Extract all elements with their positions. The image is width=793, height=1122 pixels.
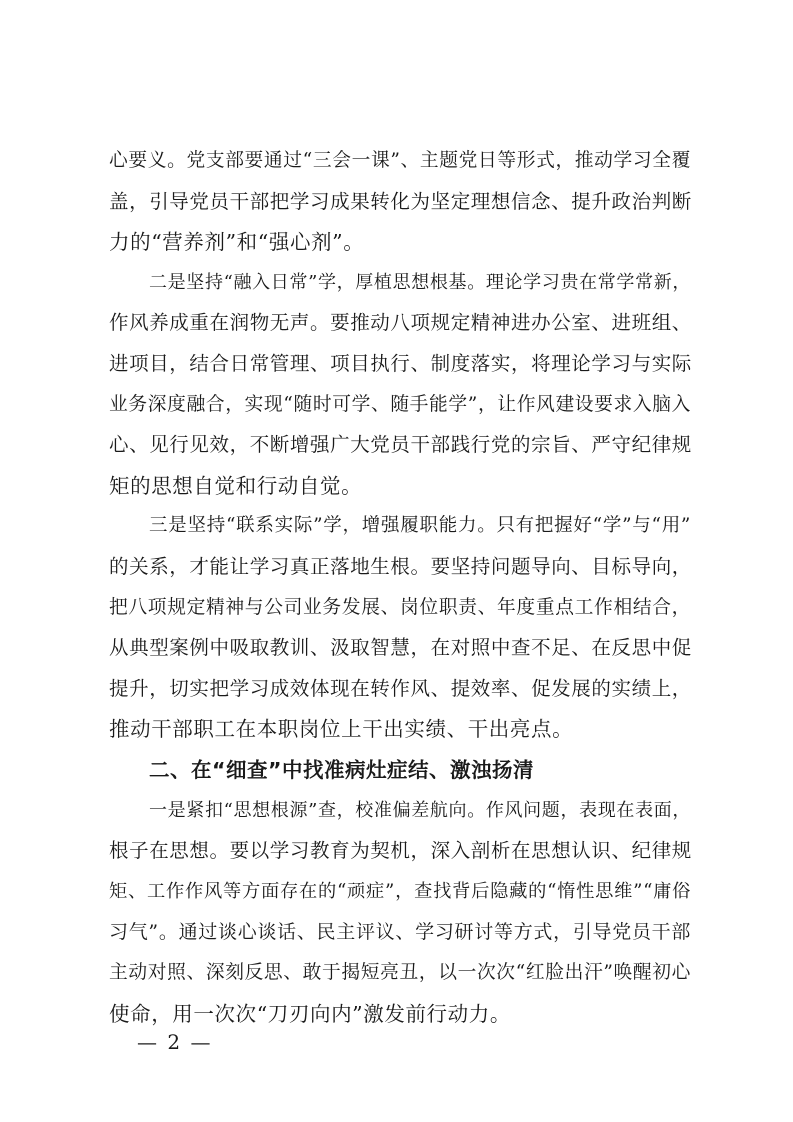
paragraph-line: 从典型案例中吸取教训、汲取智慧，在对照中查不足、在反思中促 — [109, 636, 692, 659]
paragraph-line: 盖，引导党员干部把学习成果转化为坚定理想信念、提升政治判断 — [109, 190, 692, 213]
paragraph-line: 力的“营养剂”和“强心剂”。 — [109, 230, 365, 254]
paragraph-line: 进项目，结合日常管理、项目执行、制度落实，将理论学习与实际 — [109, 352, 692, 375]
paragraph-line: 心要义。党支部要通过“三会一课”、主题党日等形式，推动学习全覆 — [109, 150, 691, 171]
paragraph-line: 习气”。通过谈心谈话、民主评议、学习研讨等方式，引导党员干部 — [109, 921, 691, 943]
paragraph-line: 把八项规定精神与公司业务发展、岗位职责、年度重点工作相结合， — [109, 597, 691, 618]
paragraph-line: 矩的思想自觉和行动自觉。 — [109, 474, 363, 498]
paragraph-line: 二是坚持“融入日常”学，厚植思想根基。理论学习贵在常学常新， — [149, 272, 691, 293]
paragraph-line: 三是坚持“联系实际”学，增强履职能力。只有把握好“学”与“用” — [149, 515, 691, 536]
paragraph-line: 心、见行见效，不断增强广大党员干部践行党的宗旨、严守纪律规 — [109, 433, 692, 456]
paragraph-line: 推动干部职工在本职岗位上干出实绩、干出亮点。 — [109, 717, 574, 741]
paragraph-line: 根子在思想。要以学习教育为契机，深入剖析在思想认识、纪律规 — [109, 839, 692, 862]
paragraph-line: 作风养成重在润物无声。要推动八项规定精神进办公室、进班组、 — [109, 311, 692, 334]
section-heading: 二、在“细查”中找准病灶症结、激浊扬清 — [149, 758, 534, 782]
paragraph-line: 主动对照、深刻反思、敢于揭短亮丑，以一次次“红脸出汗”唤醒初心 — [109, 962, 691, 983]
page-number: — 2 — — [137, 1030, 213, 1054]
paragraph-line: 矩、工作作风等方面存在的“顽症”，查找背后隐藏的“惰性思维”“庸俗 — [109, 881, 691, 902]
paragraph-line: 业务深度融合，实现“随时可学、随手能学”，让作风建设要求入脑入 — [109, 394, 691, 415]
paragraph-line: 提升，切实把学习成效体现在转作风、提效率、促发展的实绩上， — [109, 677, 692, 700]
paragraph-line: 的关系，才能让学习真正落地生根。要坚持问题导向、目标导向， — [109, 555, 692, 578]
paragraph-line: 使命，用一次次“刀刃向内”激发前行动力。 — [109, 1002, 511, 1026]
paragraph-line: 一是紧扣“思想根源”查，校准偏差航向。作风问题，表现在表面， — [149, 800, 691, 821]
